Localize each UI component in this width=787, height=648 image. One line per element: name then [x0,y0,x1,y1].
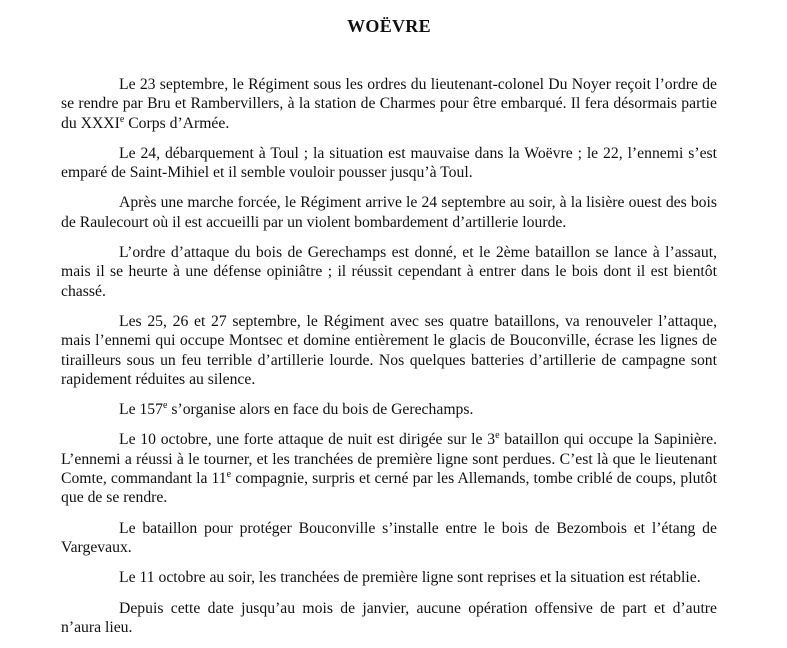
paragraph [61,519,717,558]
text-run: L’ordre d’attaque du bois de Gerechamps est donné, et le 2ème bataillon se lance à l’assaut, mais il se heurte à une défense opiniâtre ; il réussit cependant à entrer dans le bois dont il est bientôt chassé. [61,244,717,300]
superscript: e [495,430,500,442]
text-run: compagnie, surpris et cerné par les Allemands, tombe criblé de coups, plutôt que de se rendre. [61,470,717,507]
paragraph [61,75,717,133]
text-run: Le bataillon pour protéger Bouconville s’installe entre le bois de Bezombois et l’étang de Vargevaux. [61,519,717,556]
text-run: Les 25, 26 et 27 septembre, le Régiment avec ses quatre bataillons, va renouveler l’attaque, mais l’ennemi qui occupe Montsec et domine entièrement le glacis de Bouconville, écrase les lignes de tirailleurs sous un feu terrible d’artillerie lourde. Nos quelques batteries d’artillerie de campagne sont rapidement réduites au silence. [61,312,717,388]
paragraph [61,400,717,419]
text-run: Le 11 octobre au soir, les tranchées de première ligne sont reprises et la situation est rétablie. [119,569,701,587]
text-run: Le 23 septembre, le Régiment sous les ordres du lieutenant-colonel Du Noyer reçoit l’ordre de se rendre par Bru et Rambervillers, à la station de Charmes pour être embarqué. Il fera désormais partie du XXXI [61,76,717,132]
paragraph [61,312,717,389]
document-body [61,75,717,637]
text-run: s’organise alors en face du bois de Gerechamps. [167,401,474,419]
paragraph [61,568,717,587]
superscript: e [119,113,125,125]
paragraph [61,430,717,507]
paragraph [61,599,717,638]
superscript: e [226,469,232,481]
document-page [61,14,717,648]
text-run: bataillon qui occupe la Sapinière. L’ennemi a réussi à le tourner, et les tranchées de première ligne sont perdues. C’est là que le lieutenant Comte, commandant la 11 [61,431,718,488]
text-run: Depuis cette date jusqu’au mois de janvier, aucune opération offensive de part et d’autre n’aura lieu. [61,599,717,636]
paragraph [61,243,717,301]
text-run: Le 157 [119,401,163,419]
text-run: Le 10 octobre, une forte attaque de nuit est dirigée sur le 3 [119,431,496,449]
text-run: Corps d’Armée. [124,114,230,132]
paragraph [61,144,717,183]
text-run: Le 24, débarquement à Toul ; la situation est mauvaise dans la Woëvre ; le 22, l’ennemi s’est emparé de Saint-Mihiel et il semble vouloir pousser jusqu’à Toul. [61,144,717,182]
superscript: e [163,400,168,412]
paragraph [61,193,717,232]
page-title: WOËVRE [347,16,431,36]
text-run: Après une marche forcée, le Régiment arrive le 24 septembre au soir, à la lisière ouest des bois de Raulecourt où il est accueilli par un violent bombardement d’artillerie lourde. [61,194,717,231]
